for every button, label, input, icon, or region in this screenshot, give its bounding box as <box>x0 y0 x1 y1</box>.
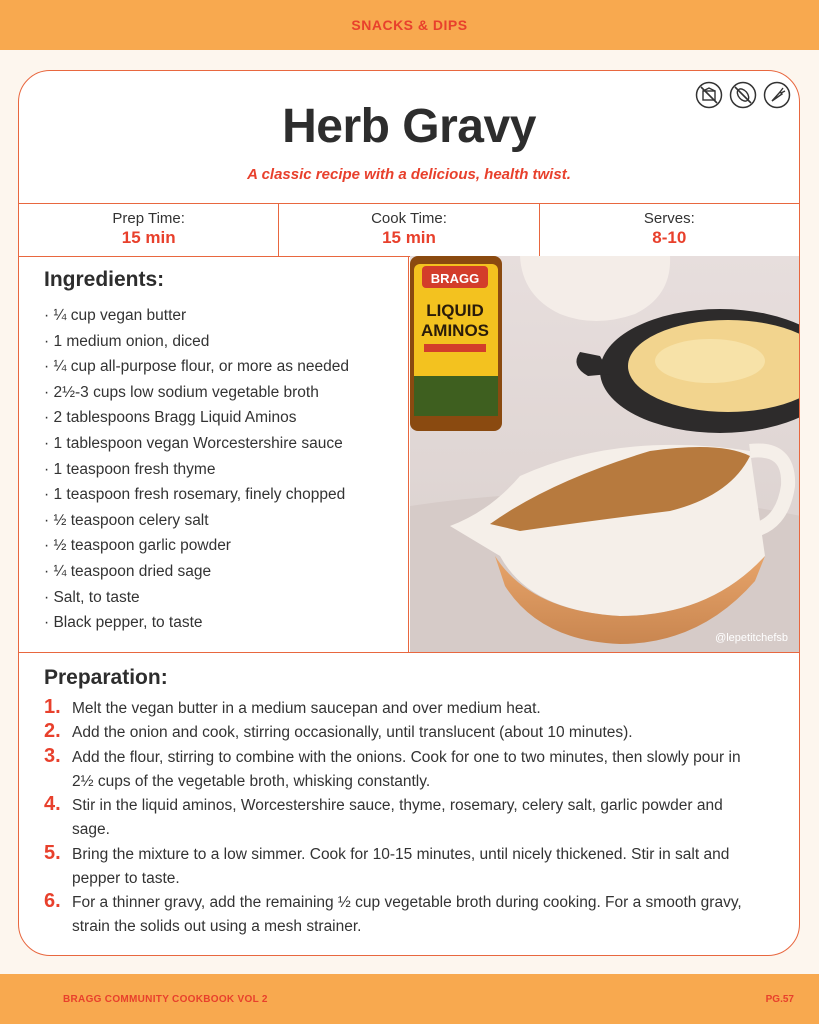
bottle-label-line1: LIQUID <box>426 301 484 320</box>
prep-step <box>44 697 764 721</box>
step-text: Add the onion and cook, stirring occasionally, until translucent (about 10 minutes). <box>72 724 633 742</box>
prep-step <box>44 721 764 745</box>
section-header <box>0 0 819 50</box>
step-number: 1. <box>44 696 61 718</box>
prep-time <box>19 204 278 256</box>
book-title: BRAGG COMMUNITY COOKBOOK VOL 2 <box>63 994 268 1005</box>
ingredient-item: · 2 tablespoons Bragg Liquid Aminos <box>44 405 349 431</box>
ingredient-item: · 2½-3 cups low sodium vegetable broth <box>44 380 349 406</box>
cook-time-label: Cook Time: <box>371 210 447 227</box>
step-text: Add the flour, stirring to combine with the onions. Cook for one to two minutes, then slowly pour in 2½ cups of the vegetable broth, whisking constantly. <box>72 748 741 790</box>
preparation-steps <box>44 697 764 939</box>
cook-time <box>278 204 538 256</box>
bottle-brand: BRAGG <box>430 271 480 286</box>
ingredient-item: · Salt, to taste <box>44 585 349 611</box>
ingredient-item: · ¼ cup all-purpose flour, or more as needed <box>44 354 349 380</box>
step-number: 5. <box>44 841 61 864</box>
prep-time-value: 15 min <box>121 228 176 247</box>
step-text: Melt the vegan butter in a medium saucepan and over medium heat. <box>72 700 541 717</box>
serves-value: 8-10 <box>652 228 687 247</box>
ingredient-item: · ¼ teaspoon dried sage <box>44 559 349 585</box>
recipe-stats <box>19 203 799 257</box>
step-number: 3. <box>44 744 61 767</box>
step-number: 4. <box>44 793 61 816</box>
step-text: Bring the mixture to a low simmer. Cook for 10-15 minutes, until nicely thickened. Stir in salt and pepper to taste. <box>72 845 730 887</box>
step-text: Stir in the liquid aminos, Worcestershire sauce, thyme, rosemary, celery salt, garlic powder and sage. <box>72 797 723 839</box>
prep-step <box>44 746 764 794</box>
bottle-label-line2: AMINOS <box>421 321 489 340</box>
ingredient-item: · ½ teaspoon celery salt <box>44 508 349 534</box>
page-number: PG.57 <box>765 994 794 1005</box>
ingredient-item: · 1 teaspoon fresh rosemary, finely chopped <box>44 482 349 508</box>
ingredient-item: · 1 tablespoon vegan Worcestershire sauce <box>44 431 349 457</box>
step-text: For a thinner gravy, add the remaining ½ cup vegetable broth during cooking. For a smooth gravy, strain the solids out using a mesh strainer. <box>72 893 742 935</box>
ingredient-item: · 1 medium onion, diced <box>44 329 349 355</box>
gravy-photo <box>410 256 800 652</box>
ingredients-section <box>19 256 409 652</box>
ingredient-item: · ½ teaspoon garlic powder <box>44 533 349 559</box>
cook-time-value: 15 min <box>382 228 436 247</box>
step-number: 6. <box>44 889 61 912</box>
step-number: 2. <box>44 720 61 743</box>
ingredient-item: · 1 teaspoon fresh thyme <box>44 457 349 483</box>
photo-credit: @lepetitchefsb <box>715 632 788 644</box>
ingredient-item: · Black pepper, to taste <box>44 610 349 636</box>
preparation-heading: Preparation: <box>44 666 168 689</box>
gravy-photo-illustration <box>410 256 800 652</box>
prep-step <box>44 794 764 842</box>
prep-step <box>44 843 764 891</box>
preparation-section <box>19 652 799 953</box>
serves <box>539 204 799 256</box>
recipe-subtitle: A classic recipe with a delicious, health twist. <box>247 166 571 183</box>
page-footer <box>0 974 819 1024</box>
prep-step <box>44 891 764 939</box>
ingredient-item: · ¼ cup vegan butter <box>44 303 349 329</box>
recipe-title: Herb Gravy <box>282 100 536 153</box>
serves-label: Serves: <box>643 210 695 227</box>
ingredients-heading: Ingredients: <box>44 268 165 291</box>
prep-time-label: Prep Time: <box>112 210 185 227</box>
recipe-card <box>18 70 800 956</box>
section-title: SNACKS & DIPS <box>351 17 468 33</box>
ingredients-list <box>44 303 349 636</box>
